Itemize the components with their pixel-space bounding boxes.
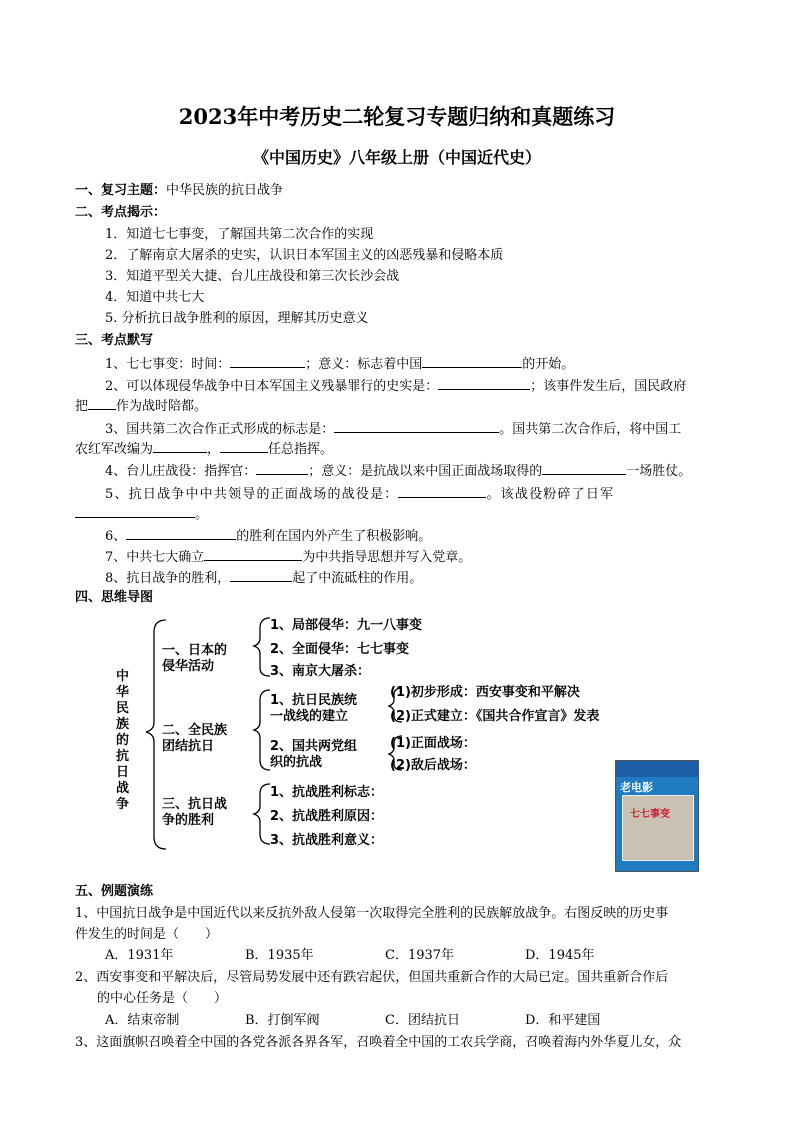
poster-film-title: 七七事变 — [630, 809, 670, 820]
question-text: ；意义：标志着中国 — [305, 357, 423, 372]
question-text: 起了中流砥柱的作用。 — [292, 571, 423, 586]
mind-map-leaf: (2)敌后战场： — [390, 758, 476, 773]
question-text: 8、抗日战争的胜利， — [105, 571, 231, 586]
answer-blank[interactable] — [126, 527, 236, 540]
question-text: 任总指挥。 — [268, 442, 334, 457]
fill-blank-question-8 — [105, 569, 422, 587]
mind-map-leaf: 1、抗战胜利标志： — [270, 785, 384, 800]
option-a[interactable]: A．1931年 — [105, 948, 174, 963]
fill-blank-question-1 — [105, 355, 574, 373]
question-text: ；意义：是抗战以来中国正面战场取得的 — [308, 464, 543, 479]
fill-blank-question-3 — [105, 420, 681, 438]
mind-map-branch: 侵华活动 — [162, 659, 215, 674]
mind-map-sub-branch: 1、抗日民族统 — [270, 693, 358, 708]
fill-blank-question-4 — [105, 462, 691, 480]
mind-map-branch: 争的胜利 — [162, 813, 215, 828]
mind-map-leaf: 3、南京大屠杀： — [270, 664, 371, 679]
option-d[interactable]: D．1945年 — [525, 948, 595, 963]
answer-blank[interactable] — [220, 440, 268, 453]
objective-item: 2．了解南京大屠杀的史实，认识日本军国主义的凶恶残暴和侵略本质 — [105, 248, 504, 263]
question-text: 1、七七事变：时间： — [105, 357, 231, 372]
film-poster-image — [615, 760, 699, 872]
objective-item: 5. 分析抗日战争胜利的原因，理解其历史意义 — [105, 311, 369, 326]
mind-map-sub-branch: 一战线的建立 — [270, 709, 349, 724]
answer-blank[interactable] — [256, 462, 308, 475]
option-c[interactable]: C．团结抗日 — [385, 1013, 460, 1028]
mind-map-leaf: (1)正面战场： — [390, 736, 476, 751]
fill-blank-question-7 — [105, 548, 471, 566]
answer-blank[interactable] — [438, 377, 530, 390]
mind-map-branch: 二、全民族 — [162, 723, 228, 738]
page-title: 2023年中考历史二轮复习专题归纳和真题练习 — [178, 104, 616, 129]
mind-map-root: 华 — [116, 685, 130, 700]
mind-map-leaf: 3、抗战胜利意义： — [270, 833, 384, 848]
question-text: ；该事件发生后，国民政府 — [530, 379, 687, 394]
page-subtitle: 《中国历史》八年级上册（中国近代史） — [252, 148, 541, 167]
mind-map-branch: 一、日本的 — [162, 643, 228, 658]
question-text: 7、中共七大确立 — [105, 550, 205, 565]
mind-map-branch: 三、抗日战 — [162, 797, 228, 812]
mind-map-leaf: 1、局部侵华：九一八事变 — [270, 618, 423, 633]
mind-map-sub-branch: 2、国共两党组 — [270, 739, 358, 754]
answer-blank[interactable] — [422, 355, 522, 368]
fill-blank-question-5 — [105, 485, 614, 503]
section-2-heading: 二、考点揭示： — [75, 205, 167, 220]
answer-blank[interactable] — [75, 505, 195, 518]
option-c[interactable]: C．1937年 — [385, 948, 455, 963]
section-1 — [75, 183, 283, 199]
question-text: 。 — [195, 507, 209, 522]
question-1-text: 件发生的时间是（ ） — [75, 927, 219, 942]
answer-blank[interactable] — [230, 355, 305, 368]
question-text: 4、台儿庄战役：指挥官： — [105, 464, 257, 479]
fill-blank-question-2 — [105, 377, 686, 395]
answer-blank[interactable] — [542, 462, 626, 475]
answer-blank[interactable] — [334, 420, 499, 433]
mind-map-brace — [254, 784, 270, 844]
option-a[interactable]: A．结束帝制 — [105, 1013, 180, 1028]
fill-blank-question-6 — [105, 527, 431, 545]
mind-map-brace — [254, 618, 270, 676]
question-text: 。该战役粉碎了日军 — [486, 487, 615, 502]
mind-map-leaf: (1)初步形成：西安事变和平解决 — [390, 685, 580, 700]
option-d[interactable]: D．和平建国 — [525, 1013, 601, 1028]
mind-map-leaf: 2、抗战胜利原因： — [270, 809, 384, 824]
mind-map-root: 抗 — [116, 749, 130, 764]
question-1-text: 1、中国抗日战争是中国近代以来反抗外敌人侵第一次取得完全胜利的民族解放战争。右图反映的历史事 — [75, 906, 669, 921]
section-4-heading: 四、思维导图 — [75, 590, 154, 605]
answer-blank[interactable] — [230, 569, 292, 582]
mind-map-root: 战 — [116, 781, 130, 796]
objective-item: 3．知道平型关大捷、台儿庄战役和第三次长沙会战 — [105, 269, 400, 284]
option-b[interactable]: B．打倒军阀 — [245, 1013, 320, 1028]
mind-map-root: 族 — [116, 717, 130, 732]
question-text: 把 — [75, 399, 89, 414]
question-2-text: 的中心任务是（ ） — [97, 991, 228, 1006]
mind-map — [110, 612, 650, 862]
question-text: 的胜利在国内外产生了积极影响。 — [236, 529, 432, 544]
question-text: 农红军改编为 — [75, 442, 154, 457]
question-text: 一场胜仗。 — [626, 464, 692, 479]
question-text: ， — [207, 442, 221, 457]
question-2-text: 2、西安事变和平解决后，尽管局势发展中还有跌宕起伏，但国共重新合作的大局已定。国共重新合作后 — [75, 970, 669, 985]
fill-blank-question-2-cont — [75, 397, 207, 415]
question-text: 6、 — [105, 529, 127, 544]
question-text: 。国共第二次合作后，将中国工 — [499, 422, 682, 437]
question-text: 5、抗日战争中中共领导的正面战场的战役是： — [105, 487, 399, 502]
question-text: 2、可以体现侵华战争中日本军国主义残暴罪行的史实是： — [105, 379, 439, 394]
answer-blank[interactable] — [398, 485, 486, 498]
section-5-heading: 五、例题演练 — [75, 884, 154, 899]
objective-item: 4．知道中共七大 — [105, 290, 205, 305]
mind-map-sub-branch: 织的抗战 — [270, 755, 323, 770]
mind-map-leaf: 2、全面侵华：七七事变 — [270, 642, 410, 657]
mind-map-root: 的 — [116, 733, 130, 748]
fill-blank-question-5-cont — [75, 505, 208, 523]
fill-blank-question-3-cont — [75, 440, 333, 458]
mind-map-root: 争 — [116, 797, 130, 812]
mind-map-brace — [254, 690, 270, 770]
mind-map-branch: 团结抗日 — [162, 739, 215, 754]
question-text: 为中共指导思想并写入党章。 — [302, 550, 472, 565]
question-text: 的开始。 — [522, 357, 575, 372]
mind-map-root: 中 — [116, 669, 130, 684]
section-1-text: 中华民族的抗日战争 — [166, 183, 284, 198]
question-text: 作为战时陪都。 — [116, 399, 208, 414]
mind-map-leaf: (2)正式建立：《国共合作宣言》发表 — [390, 709, 600, 724]
poster-top-bar — [616, 761, 698, 777]
question-3-text: 3、这面旗帜召唤着全中国的各党各派各界各军，召唤着全中国的工农兵学商，召唤着海内外华夏儿女，众 — [75, 1035, 682, 1050]
answer-blank[interactable] — [88, 397, 116, 410]
section-1-heading: 一、复习主题： — [75, 183, 167, 198]
poster-brand: 老电影 — [620, 781, 653, 794]
answer-blank[interactable] — [204, 548, 302, 561]
section-3-heading: 三、考点默写 — [75, 333, 154, 348]
objective-item: 1．知道七七事变，了解国共第二次合作的实现 — [105, 227, 374, 242]
question-text: 3、国共第二次合作正式形成的标志是： — [105, 422, 335, 437]
mind-map-root: 日 — [116, 765, 130, 780]
answer-blank[interactable] — [153, 440, 207, 453]
option-b[interactable]: B．1935年 — [245, 948, 314, 963]
mind-map-root: 民 — [116, 701, 130, 716]
